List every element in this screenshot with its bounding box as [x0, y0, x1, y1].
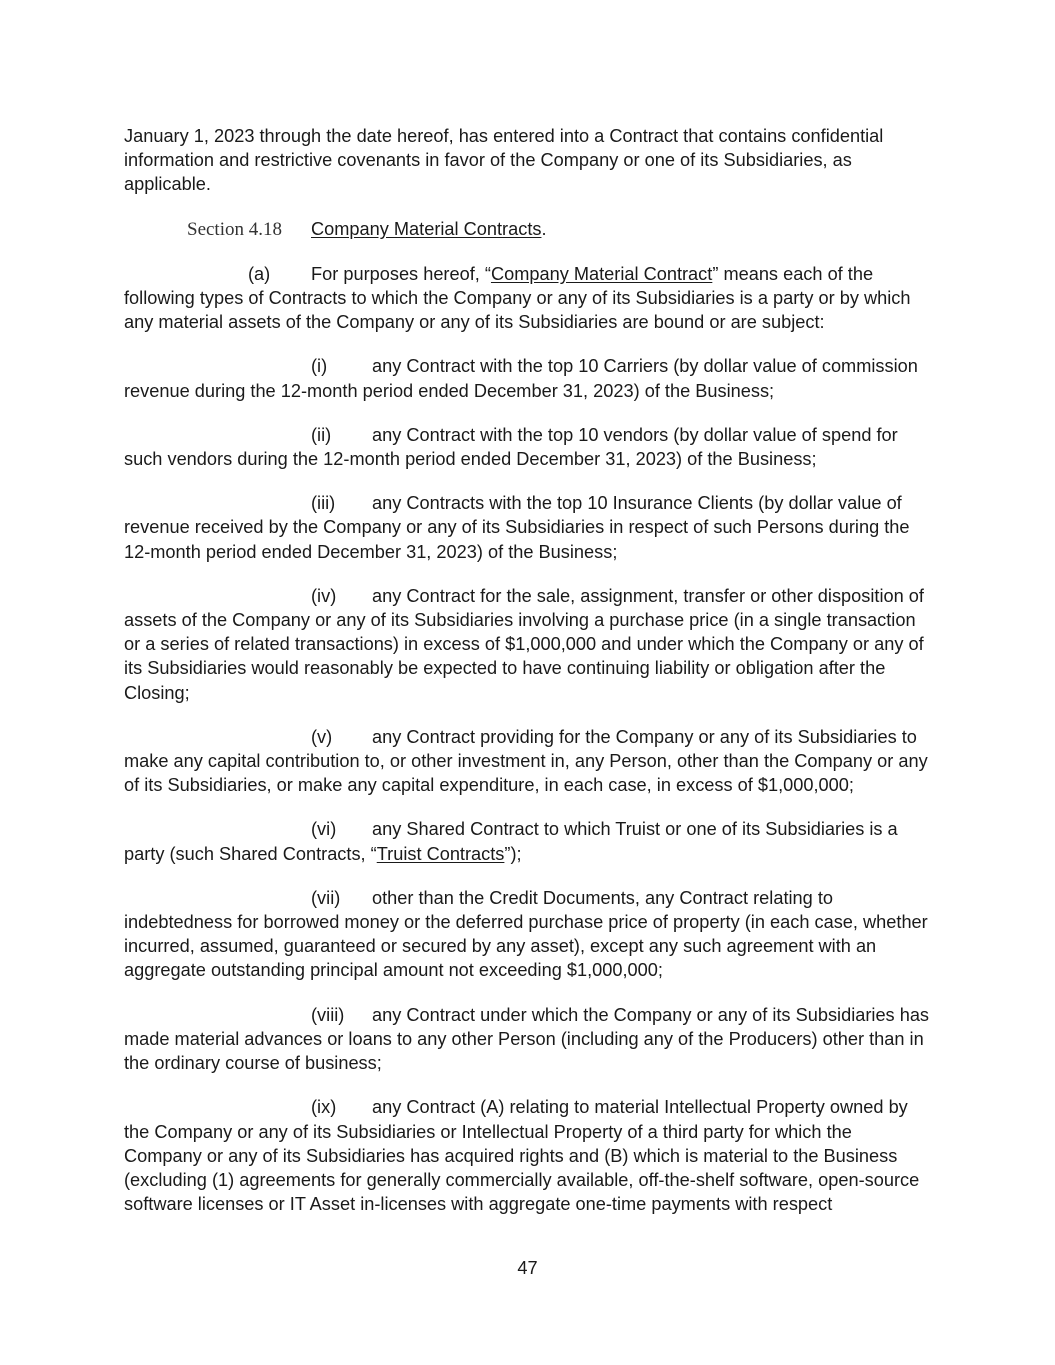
item-text-after: ”); — [504, 843, 522, 864]
list-item-v — [124, 725, 934, 798]
section-title-suffix: . — [541, 218, 547, 239]
item-label: (vii) — [311, 887, 341, 908]
list-item-iv — [124, 584, 934, 705]
item-label: (v) — [311, 726, 333, 747]
list-item-iii — [124, 491, 934, 564]
item-text: any Contract for the sale, assignment, transfer or other disposition of assets of the Company or any of its Subsidiaries involving a purchase price (in a single transaction or a series of related transactions) in excess of $1,000,000 and under which the Company or any of its Subsidiaries would reasonably be expected to have continuing liability or obligation after the Closing; — [124, 585, 924, 703]
section-number: Section 4.18 — [187, 218, 282, 240]
opening-paragraph: January 1, 2023 through the date hereof, has entered into a Contract that contains confidential information and restrictive covenants in favor of the Company or one of its Subsidiaries, as applicable. — [124, 126, 884, 195]
item-text: other than the Credit Documents, any Contract relating to indebtedness for borrowed money or the deferred purchase price of property (in each case, whether incurred, assumed, guaranteed or secured by any asset), except any such agreement with an aggregate outstanding principal amount not exceeding $1,000,000; — [124, 887, 928, 981]
item-text: any Contract under which the Company or any of its Subsidiaries has made material advances or loans to any other Person (including any of the Producers) other than in the ordinary course of business; — [124, 1004, 930, 1074]
subsection-a-label: (a) — [248, 263, 271, 284]
item-text: any Contract with the top 10 vendors (by dollar value of spend for such vendors during the 12-month period ended December 31, 2023) of the Business; — [124, 424, 898, 470]
list-item-vi — [124, 817, 934, 865]
subsection-a-text-after: ” means each of the following types of Contracts to which the Company or any of its Subsidiaries is a party or by which any material assets of the Company or any of its Subsidiaries are bound or are subject: — [124, 263, 911, 333]
subsection-a — [124, 262, 934, 335]
item-text-before: any Shared Contract to which Truist or one of its Subsidiaries is a party (such Shared Contracts, “ — [124, 819, 898, 864]
list-item-ix — [124, 1095, 934, 1216]
item-label: (ix) — [311, 1097, 337, 1118]
section-heading — [124, 217, 934, 242]
page-number: 47 — [517, 1258, 538, 1278]
item-text: any Contracts with the top 10 Insurance Clients (by dollar value of revenue received by the Company or any of its Subsidiaries in respect of such Persons during the 12-month period ended December 31, 2023) of the Business; — [124, 493, 910, 562]
item-label: (vi) — [311, 819, 337, 840]
item-label: (iv) — [311, 585, 337, 606]
list-item-vii — [124, 886, 934, 983]
item-text: any Contract with the top 10 Carriers (by dollar value of commission revenue during the 12-month period ended December 31, 2023) of the Business; — [124, 356, 918, 401]
document-page — [124, 124, 934, 1216]
item-label: (viii) — [311, 1004, 345, 1025]
item-text: any Contract (A) relating to material Intellectual Property owned by the Company or any of its Subsidiaries or Intellectual Property of a third party for which the Company or any of its Subsidiaries has acquired rights and (B) which is material to the Business (excluding (1) agreements for generally commercially available, off-the-shelf software, open-source software licenses or IT Asset in-licenses with aggregate one-time payments with respect — [124, 1097, 920, 1215]
item-label: (ii) — [311, 424, 332, 445]
list-item-ii — [124, 423, 934, 471]
item-label: (i) — [311, 356, 328, 377]
subsection-a-text-before: For purposes hereof, “ — [311, 263, 491, 284]
item-text: any Contract providing for the Company or any of its Subsidiaries to make any capital contribution to, or other investment in, any Person, other than the Company or any of its Subsidiaries, or make any capital expenditure, in each case, in excess of $1,000,000; — [124, 726, 928, 796]
defined-term-truist-contracts: Truist Contracts — [376, 843, 505, 864]
section-title: Company Material Contracts — [311, 218, 542, 239]
item-label: (iii) — [311, 493, 336, 514]
list-item-i — [124, 354, 934, 402]
list-item-viii — [124, 1003, 934, 1076]
defined-term-company-material-contract: Company Material Contract — [490, 263, 713, 284]
